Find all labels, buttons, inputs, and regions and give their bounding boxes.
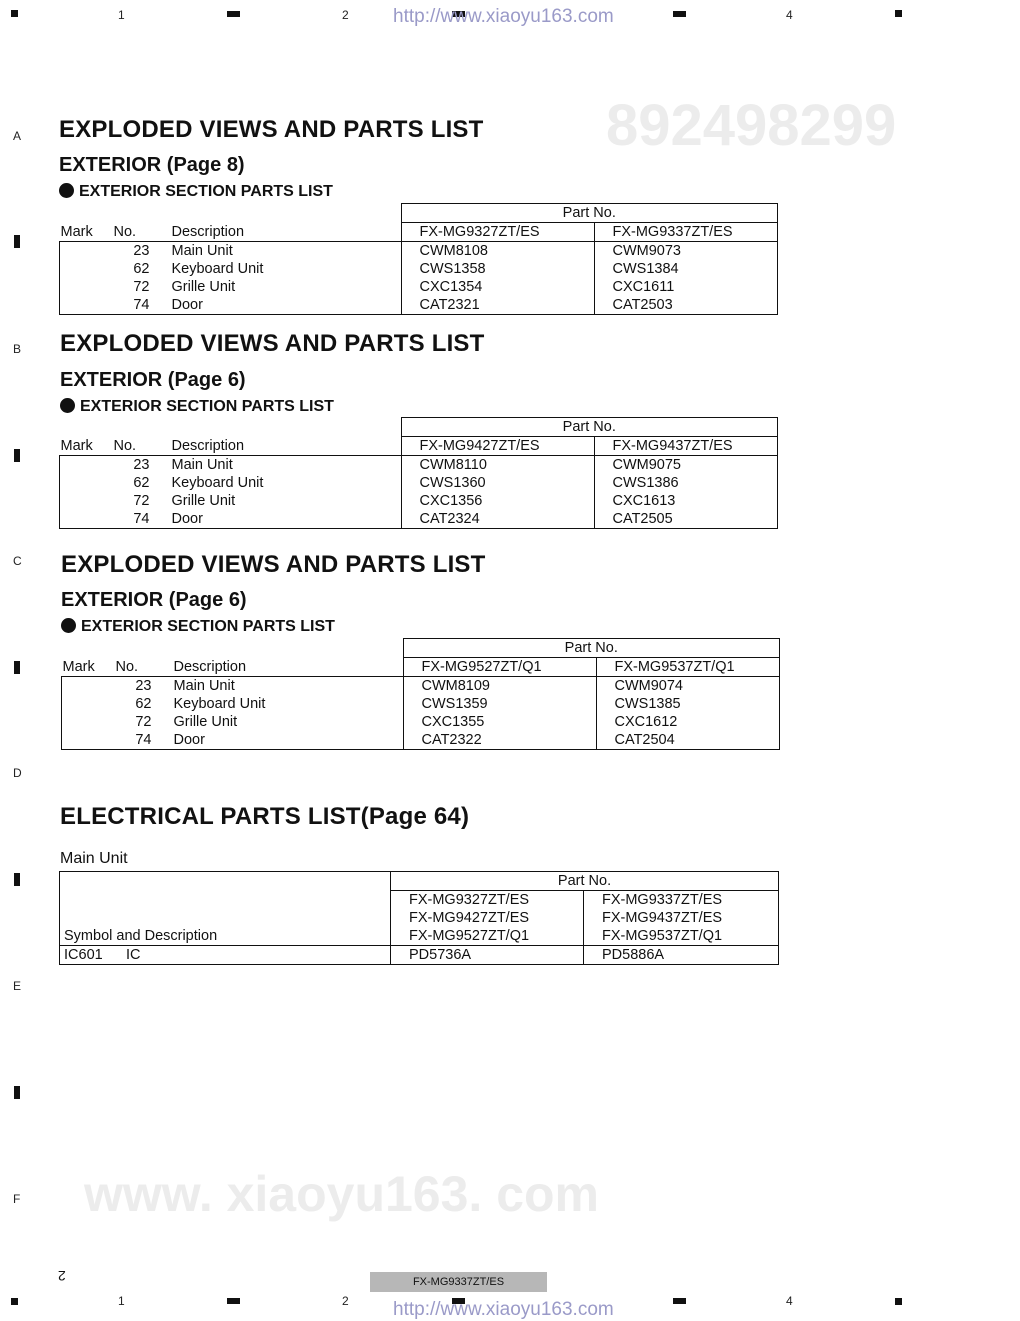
row-divider-mark [14, 661, 20, 674]
model-header-1: FX-MG9427ZT/ES [401, 437, 594, 456]
model-header-left: FX-MG9327ZT/ES [391, 891, 584, 910]
table-row [62, 731, 780, 750]
section-1-subtitle: EXTERIOR (Page 8) [59, 154, 245, 176]
table-row [60, 492, 778, 510]
list-title-text: EXTERIOR SECTION PARTS LIST [81, 618, 335, 635]
model-header-left: FX-MG9427ZT/ES [391, 909, 584, 927]
column-divider-mark [673, 1298, 686, 1304]
electrical-parts-table [59, 871, 779, 965]
symbol-description-header: Symbol and Description [60, 927, 391, 946]
table-row [62, 695, 780, 713]
column-divider-mark [227, 1298, 240, 1304]
column-divider-mark [673, 11, 686, 17]
row-divider-mark [14, 1086, 20, 1099]
part-number: CXC1354 [401, 278, 594, 296]
corner-mark-bottom-right [895, 1298, 902, 1305]
row-divider-mark [14, 449, 20, 462]
item-number: 72 [135, 714, 152, 730]
section-1-parts-table [59, 203, 778, 315]
part-number: CWM8110 [401, 456, 594, 475]
row-letter-b: B [13, 342, 22, 356]
section-3-subtitle: EXTERIOR (Page 6) [61, 589, 247, 611]
item-number: 74 [110, 296, 168, 315]
item-description: Door [168, 510, 402, 529]
table-header-row [60, 927, 779, 946]
item-description: Grille Unit [173, 714, 238, 730]
part-no-header: Part No. [401, 418, 778, 437]
table-row [62, 713, 780, 731]
table-header-row [60, 437, 778, 456]
part-number: CWS1384 [594, 260, 778, 278]
part-number: CWM8108 [401, 242, 594, 261]
corner-mark-top-left [11, 10, 18, 17]
model-header-right: FX-MG9337ZT/ES [584, 891, 779, 910]
part-number: CWS1360 [401, 474, 594, 492]
column-number-1: 1 [118, 8, 125, 22]
header-url[interactable]: http://www.xiaoyu163.com [393, 6, 614, 27]
item-description: Main Unit [173, 678, 235, 694]
page-number: 2 [58, 1268, 66, 1284]
table-row [62, 677, 780, 696]
row-letter-e: E [13, 979, 22, 993]
column-number-4: 4 [786, 8, 793, 22]
row-letter-c: C [13, 554, 22, 568]
row-letter-f: F [13, 1192, 21, 1206]
part-number: CAT2505 [594, 510, 778, 529]
no-header: No. [110, 223, 168, 242]
table-row [60, 260, 778, 278]
electrical-title: ELECTRICAL PARTS LIST(Page 64) [60, 803, 470, 830]
table-header-row [62, 639, 780, 658]
column-number-4: 4 [786, 1294, 793, 1308]
mark-header: Mark [60, 223, 110, 242]
description-header: Description [168, 223, 402, 242]
bullet-icon [59, 183, 74, 198]
section-1-title: EXPLODED VIEWS AND PARTS LIST [59, 116, 484, 143]
part-number: CWM8109 [403, 677, 596, 696]
row-divider-mark [14, 873, 20, 886]
part-no-header: Part No. [391, 872, 779, 891]
item-number: 62 [133, 261, 150, 277]
electrical-unit-label: Main Unit [60, 850, 128, 867]
mark-header: Mark [62, 658, 112, 677]
item-number: 72 [133, 493, 150, 509]
column-number-2: 2 [342, 8, 349, 22]
bullet-icon [61, 618, 76, 633]
model-header-left: FX-MG9527ZT/Q1 [391, 927, 584, 946]
section-3-list-title [61, 618, 335, 636]
item-number: 23 [133, 457, 150, 473]
item-description: Door [170, 731, 404, 750]
part-number: PD5736A [391, 946, 584, 965]
part-number: CAT2324 [401, 510, 594, 529]
table-row [60, 474, 778, 492]
table-row [60, 510, 778, 529]
part-number: CWM9075 [594, 456, 778, 475]
model-header-right: FX-MG9437ZT/ES [584, 909, 779, 927]
item-description: Keyboard Unit [171, 261, 264, 277]
model-header-1: FX-MG9527ZT/Q1 [403, 658, 596, 677]
item-description: Grille Unit [171, 279, 236, 295]
part-number: CWM9074 [596, 677, 780, 696]
part-number: CWS1386 [594, 474, 778, 492]
part-number: CXC1356 [401, 492, 594, 510]
item-description: Grille Unit [171, 493, 236, 509]
footer-model-label: FX-MG9337ZT/ES [370, 1272, 547, 1292]
symbol-description: IC [126, 947, 141, 963]
model-header-1: FX-MG9327ZT/ES [401, 223, 594, 242]
table-header-row [60, 872, 779, 891]
no-header: No. [112, 658, 170, 677]
item-number: 62 [135, 696, 152, 712]
part-number: CXC1355 [403, 713, 596, 731]
item-description: Door [168, 296, 402, 315]
item-description: Keyboard Unit [173, 696, 266, 712]
list-title-text: EXTERIOR SECTION PARTS LIST [80, 398, 334, 415]
section-2-subtitle: EXTERIOR (Page 6) [60, 369, 246, 391]
model-header-2: FX-MG9337ZT/ES [594, 223, 778, 242]
item-number: 74 [112, 731, 170, 750]
model-header-right: FX-MG9537ZT/Q1 [584, 927, 779, 946]
part-number: CXC1613 [594, 492, 778, 510]
row-letter-a: A [13, 129, 22, 143]
item-number: 74 [110, 510, 168, 529]
part-number: PD5886A [584, 946, 779, 965]
part-no-header: Part No. [401, 204, 778, 223]
list-title-text: EXTERIOR SECTION PARTS LIST [79, 183, 333, 200]
item-number: 62 [133, 475, 150, 491]
model-header-2: FX-MG9537ZT/Q1 [596, 658, 780, 677]
section-3-parts-table [61, 638, 780, 750]
table-row [60, 296, 778, 315]
table-row [60, 456, 778, 475]
section-2-parts-table [59, 417, 778, 529]
column-number-1: 1 [118, 1294, 125, 1308]
part-number: CWS1358 [401, 260, 594, 278]
row-divider-mark [14, 235, 20, 248]
column-divider-mark [227, 11, 240, 17]
table-row [60, 278, 778, 296]
model-header-2: FX-MG9437ZT/ES [594, 437, 778, 456]
item-number: 23 [133, 243, 150, 259]
section-1-list-title [59, 183, 333, 201]
table-header-row [60, 223, 778, 242]
description-header: Description [170, 658, 404, 677]
part-number: CAT2321 [401, 296, 594, 315]
part-number: CXC1612 [596, 713, 780, 731]
row-letter-d: D [13, 766, 22, 780]
watermark-number: 892498299 [606, 93, 897, 158]
mark-header: Mark [60, 437, 110, 456]
item-description: Main Unit [171, 457, 233, 473]
part-number: CAT2322 [403, 731, 596, 750]
table-row [60, 242, 778, 261]
table-header-row [62, 658, 780, 677]
no-header: No. [110, 437, 168, 456]
table-header-row [60, 909, 779, 927]
part-number: CAT2503 [594, 296, 778, 315]
corner-mark-top-right [895, 10, 902, 17]
description-header: Description [168, 437, 402, 456]
item-description: Main Unit [171, 243, 233, 259]
symbol: IC601 [64, 947, 103, 963]
item-number: 72 [133, 279, 150, 295]
table-header-row [60, 204, 778, 223]
section-2-list-title [60, 398, 334, 416]
part-number: CAT2504 [596, 731, 780, 750]
part-no-header: Part No. [403, 639, 780, 658]
corner-mark-bottom-left [11, 1298, 18, 1305]
footer-url[interactable]: http://www.xiaoyu163.com [393, 1299, 614, 1320]
section-3-title: EXPLODED VIEWS AND PARTS LIST [61, 551, 486, 578]
bullet-icon [60, 398, 75, 413]
section-2-title: EXPLODED VIEWS AND PARTS LIST [60, 330, 485, 357]
part-number: CXC1611 [594, 278, 778, 296]
column-number-2: 2 [342, 1294, 349, 1308]
watermark-site: www. xiaoyu163. com [84, 1166, 600, 1222]
part-number: CWS1385 [596, 695, 780, 713]
table-row [60, 946, 779, 965]
part-number: CWS1359 [403, 695, 596, 713]
part-number: CWM9073 [594, 242, 778, 261]
item-number: 23 [135, 678, 152, 694]
item-description: Keyboard Unit [171, 475, 264, 491]
table-header-row [60, 891, 779, 910]
table-header-row [60, 418, 778, 437]
